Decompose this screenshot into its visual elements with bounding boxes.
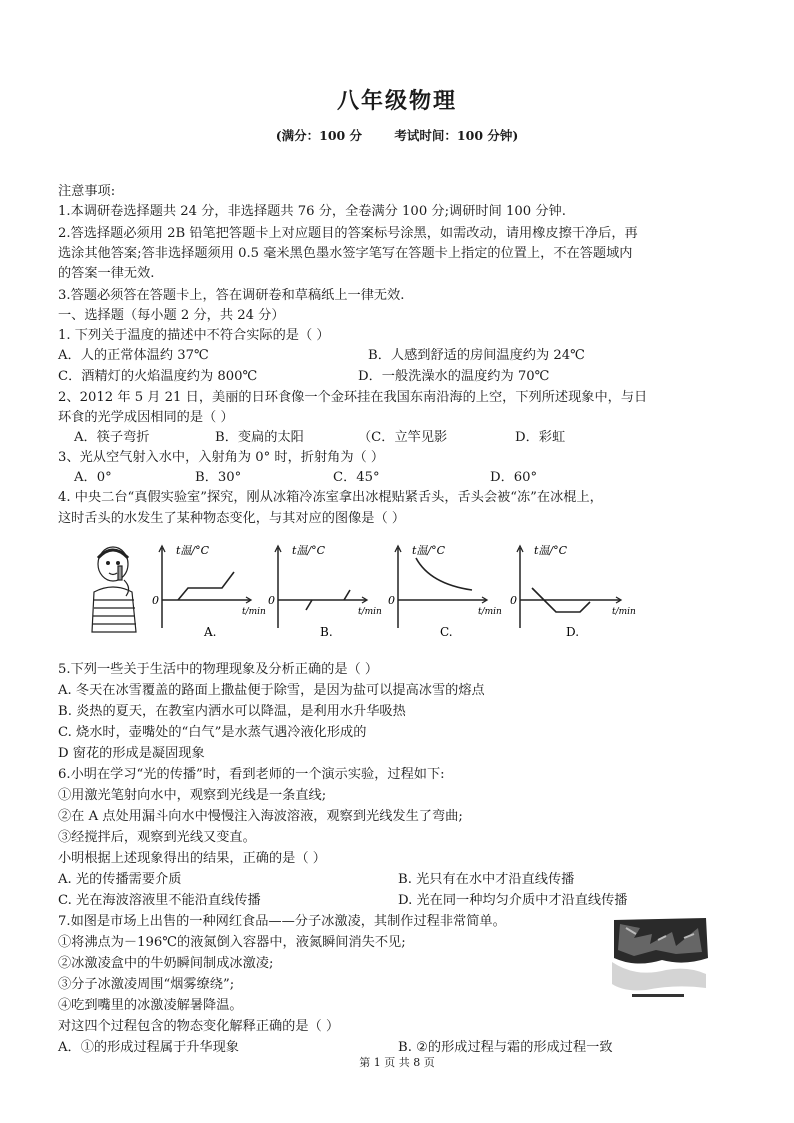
note-2-line2: 选涂其他答案;答非选择题须用 0.5 毫米黑色墨水签字笔写在答题卡上指定的位置上，不在答题域内 [58,246,633,261]
q7-question: 对这四个过程包含的物态变化解释正确的是（ ） [58,1019,340,1034]
ice-cream-photo [606,914,710,1000]
q6-step-1: ①用激光笔射向水中，观察到光线是一条直线; [58,788,327,803]
graph-c-label: C. [440,625,453,639]
q5-stem: 5.下列一些关于生活中的物理现象及分析正确的是（ ） [58,662,379,677]
q2-option-d: D．彩虹 [515,430,566,445]
q7-option-b: B. ②的形成过程与霜的形成过程一致 [398,1040,613,1055]
q3-stem: 3、光从空气射入水中，入射角为 0° 时，折射角为（ ） [58,450,385,465]
q6-option-a: A. 光的传播需要介质 [58,872,182,887]
graph-c-xlabel: t/min [478,607,502,617]
q7-step-3: ③分子冰激凌周围“烟雾缭绕”; [58,977,235,992]
q4-stem-line1: 4. 中央二台“真假实验室”探究，刚从冰箱冷冻室拿出冰棍贴紧舌头，舌头会被“冻”在冰棍上， [58,490,603,505]
q5-option-d: D 窗花的形成是凝固现象 [58,746,205,761]
graph-d-xlabel: t/min [612,607,636,617]
q3-option-d: D．60° [490,470,538,485]
q7-step-1: ①将沸点为－196℃的液氮倒入容器中，液氮瞬间消失不见; [58,935,406,950]
graph-b-label: B. [320,625,333,639]
q1-option-d: D．一般洗澡水的温度约为 70℃ [358,369,550,384]
note-2-line1: 2.答选择题必须用 2B 铅笔把答题卡上对应题目的答案标号涂黑，如需改动，请用橡皮擦干净后，再 [58,226,638,241]
graph-d-origin: 0 [510,594,517,607]
q1-stem: 1. 下列关于温度的描述中不符合实际的是（ ） [58,328,330,343]
q3-option-b: B．30° [195,470,242,485]
q4-figure [80,540,720,640]
graph-a-xlabel: t/min [242,607,266,617]
q1-option-c: C．酒精灯的火焰温度约为 800℃ [58,369,258,384]
graph-b-ylabel: t温/°C [292,544,326,557]
q5-option-b: B. 炎热的夏天，在教室内洒水可以降温，是利用水升华吸热 [58,704,406,719]
graph-c-ylabel: t温/°C [412,544,446,557]
q6-question: 小明根据上述现象得出的结果，正确的是（ ） [58,851,326,866]
exam-time: 考试时间：100 分钟) [394,128,519,143]
exam-info [0,126,794,144]
q6-option-d: D. 光在同一种均匀介质中才沿直线传播 [398,893,628,908]
q7-stem: 7.如图是市场上出售的一种网红食品——分子冰激凌，其制作过程非常简单。 [58,914,506,929]
q7-step-2: ②冰激凌盒中的牛奶瞬间制成冰激凌; [58,956,274,971]
q5-option-a: A. 冬天在冰雪覆盖的路面上撒盐便于除雪，是因为盐可以提高冰雪的熔点 [58,683,485,698]
graph-b-origin: 0 [268,594,275,607]
graph-b-xlabel: t/min [358,607,382,617]
q3-option-c: C．45° [333,470,380,485]
graph-c [388,544,502,639]
q6-option-c: C. 光在海波溶液里不能沿直线传播 [58,893,261,908]
q7-step-4: ④吃到嘴里的冰激凌解暑降温。 [58,998,243,1013]
q7-option-a: A．①的形成过程属于升华现象 [58,1040,239,1055]
section-1-heading: 一、选择题（每小题 2 分，共 24 分） [58,308,285,323]
graph-b [268,544,382,639]
q3-option-a: A．0° [74,470,112,485]
graph-d-label: D. [566,625,580,639]
graph-a [152,544,266,639]
q2-option-c: （C．立竿见影 [358,430,448,445]
boy-illustration [92,547,136,632]
q2-option-a: A．筷子弯折 [74,430,150,445]
q2-option-b: B．变扁的太阳 [215,430,304,445]
note-1: 1.本调研卷选择题共 24 分，非选择题共 76 分，全卷满分 100 分;调研时间 100 分钟. [58,204,566,219]
q4-stem-line2: 这时舌头的水发生了某种物态变化，与其对应的图像是（ ） [58,511,406,526]
q1-option-a: A．人的正常体温约 37℃ [58,348,209,363]
graph-d [510,544,636,639]
notes-heading: 注意事项: [58,184,116,199]
graph-a-ylabel: t温/°C [176,544,210,557]
q6-option-b: B. 光只有在水中才沿直线传播 [398,872,575,887]
page-title: 八年级物理 [336,88,457,114]
q6-step-3: ③经搅拌后，观察到光线又变直。 [58,830,256,845]
graph-a-label: A. [204,625,217,639]
graph-a-origin: 0 [152,594,159,607]
q2-stem-line2: 环食的光学成因相同的是（ ） [58,410,234,425]
q1-option-b: B．人感到舒适的房间温度约为 24℃ [368,348,585,363]
full-score: (满分：100 分 [275,128,363,143]
graph-d-ylabel: t温/°C [534,544,568,557]
note-2-line3: 的答案一律无效. [58,266,155,281]
q6-stem: 6.小明在学习“光的传播”时，看到老师的一个演示实验，过程如下: [58,767,445,782]
note-3: 3.答题必须答在答题卡上，答在调研卷和草稿纸上一律无效. [58,288,405,303]
page-footer: 第 1 页 共 8 页 [359,1056,435,1069]
q6-step-2: ②在 A 点处用漏斗向水中慢慢注入海波溶液，观察到光线发生了弯曲; [58,809,463,824]
q5-option-c: C. 烧水时，壶嘴处的“白气”是水蒸气遇冷液化形成的 [58,725,367,740]
graph-c-origin: 0 [388,594,395,607]
q2-stem-line1: 2、2012 年 5 月 21 日，美丽的日环食像一个金环挂在我国东南沿海的上空，下列所述现象中，与日 [58,390,648,405]
